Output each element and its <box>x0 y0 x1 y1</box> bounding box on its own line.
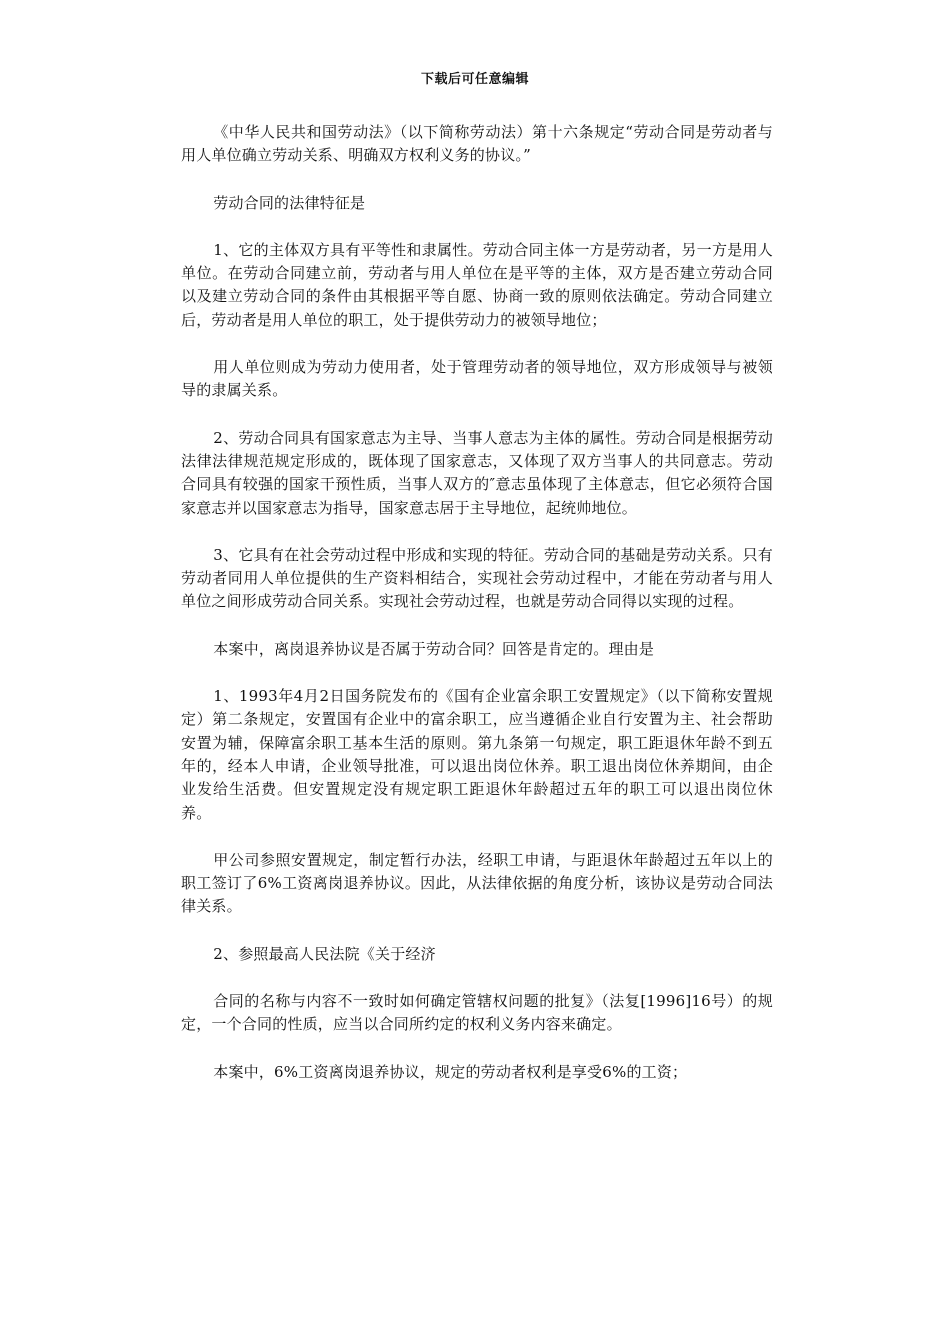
paragraph-case-question: 本案中，离岗退养协议是否属于劳动合同？回答是肯定的。理由是 <box>213 639 655 658</box>
paragraph-company-agreement: 甲公司参照安置规定，制定暂行办法，经职工申请，与距退休年龄超过五年以上的职工签订了6%工资离岗退养协议。因此，从法律依据的角度分析，该协议是劳动合同法律关系。 <box>181 850 773 916</box>
document-body <box>181 121 773 1084</box>
paragraph-feature-1-continued: 用人单位则成为劳动力使用者，处于管理劳动者的领导地位，双方形成领导与被领导的隶属关系。 <box>181 358 773 400</box>
paragraph-reason-2-continued: 合同的名称与内容不一致时如何确定管辖权问题的批复》（法复[1996]16号）的规定，一个合同的性质，应当以合同所约定的权利义务内容来确定。 <box>181 992 773 1034</box>
paragraph-feature-2: 2、劳动合同具有国家意志为主导、当事人意志为主体的属性。劳动合同是根据劳动法律法律规范规定形成的，既体现了国家意志，又体现了双方当事人的共同意志。劳动合同具有较强的国家干预性质，当事人双方的″意志虽体现了主体意志，但它必须符合国家意志并以国家意志为指导，国家意志居于主导地位，起统帅地位。 <box>181 428 773 517</box>
paragraph-reason-1: 1、1993年4月2日国务院发布的《国有企业富余职工安置规定》（以下简称安置规定）第二条规定，安置国有企业中的富余职工，应当遵循企业自行安置为主、社会帮助安置为辅，保障富余职工基本生活的原则。第九条第一句规定，职工距退休年龄不到五年的，经本人申请，企业领导批准，可以退出岗位休养。职工退出岗位休养期间，由企业发给生活费。但安置规定没有规定职工距退休年龄超过五年的职工可以退出岗位休养。 <box>181 687 773 822</box>
paragraph-reason-2: 2、参照最高人民法院《关于经济 <box>213 944 436 963</box>
page-header: 下载后可任意编辑 <box>420 72 529 87</box>
paragraph-labor-law-definition: 《中华人民共和国劳动法》（以下简称劳动法）第十六条规定“劳动合同是劳动者与用人单位确立劳动关系、明确双方权利义务的协议。” <box>181 123 773 165</box>
paragraph-feature-3: 3、它具有在社会劳动过程中形成和实现的特征。劳动合同的基础是劳动关系。只有劳动者同用人单位提供的生产资料相结合，实现社会劳动过程中，才能在劳动者与用人单位之间形成劳动合同关系。实现社会劳动过程，也就是劳动合同得以实现的过程。 <box>181 545 773 611</box>
paragraph-legal-features-heading: 劳动合同的法律特征是 <box>213 193 366 212</box>
paragraph-feature-1: 1、它的主体双方具有平等性和隶属性。劳动合同主体一方是劳动者，另一方是用人单位。在劳动合同建立前，劳动者与用人单位在是平等的主体，双方是否建立劳动合同以及建立劳动合同的条件由其根据平等自愿、协商一致的原则依法确定。劳动合同建立后，劳动者是用人单位的职工，处于提供劳动力的被领导地位； <box>181 240 773 329</box>
paragraph-case-rights: 本案中，6%工资离岗退养协议，规定的劳动者权利是享受6%的工资； <box>213 1062 688 1081</box>
